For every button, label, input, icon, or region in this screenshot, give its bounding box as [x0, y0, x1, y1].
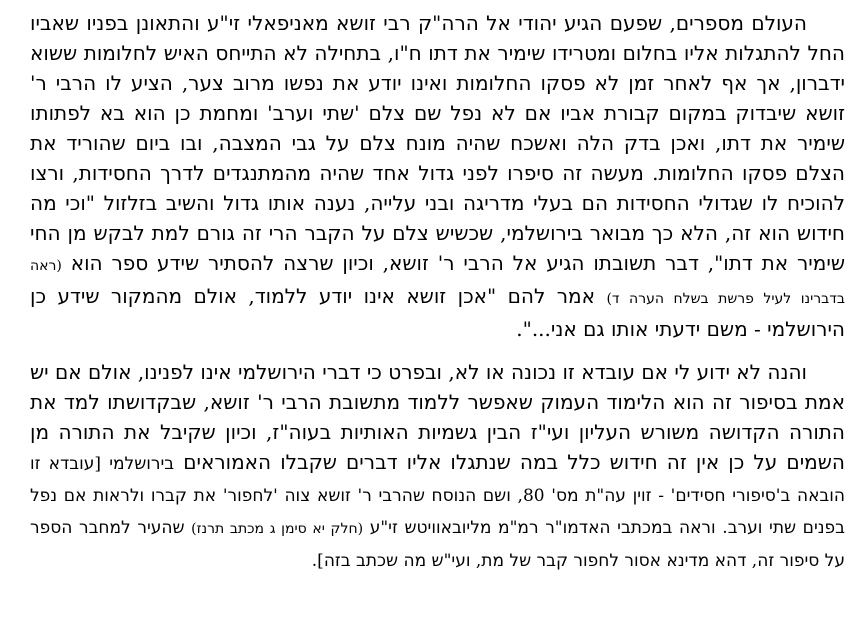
bracketed-note-conclusion: שהעיר למחבר הספר על סיפור זה, דהא מדינא אסור לחפור קבר של מת, ועי"ש מה שכתב בזה]. [30, 518, 845, 571]
inline-source-reference: (ראה בדברינו לעיל פרשת בשלח הערה ד) [30, 258, 846, 307]
story-text: העולם מספרים, שפעם הגיע יהודי אל הרה"ק רבי זושא מאניפאלי זי"ע והתאונן בפניו שאביו החל להתגלות אליו בחלום ומטרידו שימיר את דתו ח"ו, בתחילה לא התייחס האיש לחלומות ששוא ידברון, אך אף לאחר זמן לא פסקו החלומות ואינו יודע את נפשו מרוב צער, הציע לו הרבי ר' זושא שיבדוק במקום קבורת אביו אם לא נפל שם צלם 'שתי וערב' ומחמת כן הוא בא לפתותו שימיר את דתו, ואכן בדק הלה ואשכח שהיה מונח צלם על גבי המצבה, ובו ביום שהוריד את הצלם פסקו החלומות. מעשה זה סיפרו לפני גדול אחד שהיה מהמתנגדים לדרך החסידות, ורצו להוכיח לו שגדולי החסידות הם בעלי מדריגה ובני עלייה, נענה אותו גדול והשיב בזלזול "וכי מה חידוש הוא זה, הלא כך מבואר בירושלמי, שכשיש צלם על הקבר הרי זה גורם למת לבקש מן החי שימיר את דתו", דבר תשובתו הגיע אל הרבי ר' זושא, וכיון שרצה להסתיר שידע ספר הוא [30, 11, 845, 275]
letter-reference: (חלק יא סימן ג מכתב תרנז) [191, 521, 364, 537]
story-conclusion-text: אמר להם "אכן זושא אינו יודע ללמוד, אולם מהמקור שידע כן הירושלמי - משם ידעתי אותו גם אני...". [30, 284, 845, 341]
story-paragraph [30, 8, 845, 344]
commentary-paragraph [30, 357, 845, 576]
bracketed-note-text: בירושלמי [עובדא זו הובאה ב'סיפורי חסידים' - זוין עה"ת מס' 80, ושם הנוסח שהרבי ר' זושא צוה 'לחפור' את קברו ולראות אם נפל בפנים שתי וערב. וראה במכתבי האדמו"ר רמ"מ מליובאוויטש זי"ע [30, 454, 846, 538]
commentary-text: והנה לא ידוע לי אם עובדא זו נכונה או לא, ובפרט כי דברי הירושלמי אינו לפנינו, אולם אם יש אמת בסיפור זה הוא הלימוד העמוק שאפשר ללמוד מתשובת הרבי ר' זושא, שבקדושתו למד את התורה הקדושה משורש העליון ועי"ז הבין גשמיות האותיות בעוה"ז, וכיון שקיבל את התורה מן השמים על כן אין זה חידוש כלל במה שנתגלו אליו דברים שקבלו האמוראים [30, 360, 845, 474]
